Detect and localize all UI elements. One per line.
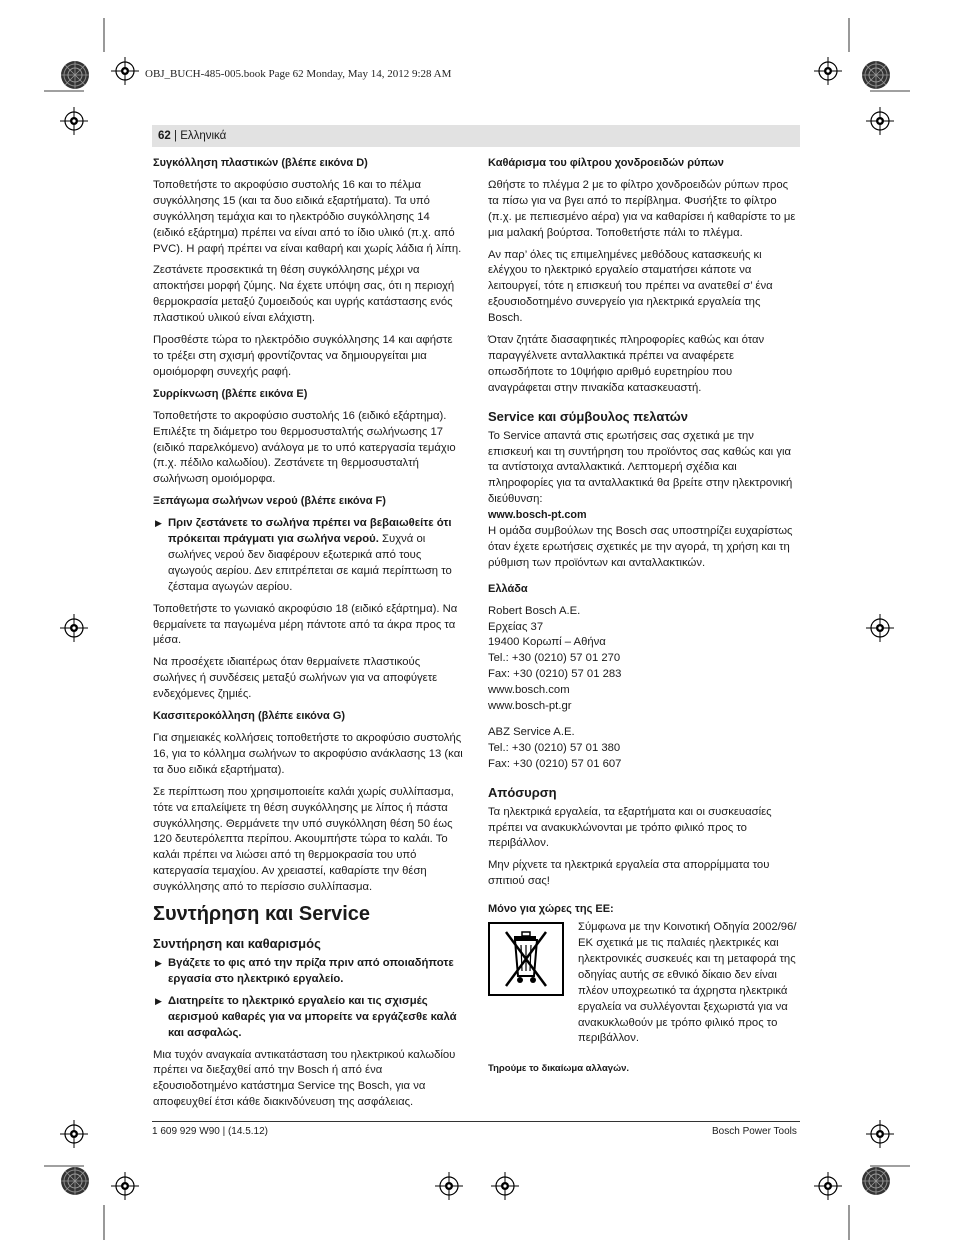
page-header-bar — [152, 125, 800, 147]
warning-bullet — [153, 516, 463, 596]
section-heading-disposal: Απόσυρση — [488, 784, 557, 800]
address-line: 19400 Κορωπί – Αθήνα — [488, 636, 606, 649]
triangle-bullet-icon: ▶ — [155, 518, 162, 529]
section-heading-welding: Συγκόλληση πλαστικών (βλέπε εικόνα D) — [153, 157, 368, 169]
paragraph — [488, 429, 798, 509]
left-column — [153, 156, 463, 1117]
paragraph: Να προσέχετε ιδιαιτέρως όταν θερμαίνετε πλαστικούς σωλήνες ή συνδέσεις μεταξύ σωλήνων για να αποφύγετε ενδεχόμενες ζημιές. — [153, 656, 438, 701]
address-block-bosch — [488, 604, 798, 715]
section-heading-thawing: Ξεπάγωμα σωλήνων νερού (βλέπε εικόνα F) — [153, 495, 386, 508]
address-line: www.bosch-pt.gr — [488, 700, 572, 713]
address-line: Tel.: +30 (0210) 57 01 270 — [488, 652, 621, 665]
country-heading: Ελλάδα — [488, 582, 528, 595]
paragraph: Προσθέστε τώρα το ηλεκτρόδιο συγκόλλησης 14 και αφήστε το τρέξει στη σχισμή φροντίζοντας να δημιουργείται μια ομοιόμορφη συνεχής ραφή. — [153, 334, 453, 378]
paragraph: Τοποθετήστε το ακροφύσιο συστολής 16 και το πέλμα συγκόλλησης 15 (και τα δυο ειδικά εξαρτήματα). Τα υπό συγκόλληση τεμάχια και το ηλεκτρόδιο συγκόλλησης 14 (ειδικό εξάρτημα) πρέπει να είναι από το ίδιο υλικό (π.χ. από PVC). Η ραφή πρέπει να είναι καθαρή και χωρίς λάδια ή λίπη. — [153, 178, 462, 255]
address-line: www.bosch.com — [488, 684, 570, 697]
chapter-heading-maintenance: Συντήρηση και Service — [153, 903, 371, 926]
crossed-out-wheelie-bin-icon — [488, 922, 564, 996]
warning-text: Συχνά οι σωλήνες νερού δεν διαφέρουν εξωτερικά από τους αγωγούς αερίου. Δεν επιτρέπεται σε καμιά περίπτωση το ζέσταμα αγωγών αερίου. — [168, 533, 452, 593]
address-line: Tel.: +30 (0210) 57 01 380 — [488, 741, 621, 754]
page-language: Ελληνικά — [180, 130, 227, 142]
service-url: www.bosch-pt.com — [488, 509, 587, 522]
right-column — [488, 156, 798, 1083]
page-header: 62 | Ελληνικά — [158, 130, 227, 142]
section-heading-cleaning: Συντήρηση και καθαρισμός — [153, 936, 321, 952]
section-heading-soldering: Κασσιτεροκόλληση (βλέπε εικόνα G) — [153, 710, 346, 723]
paragraph: Η ομάδα συμβούλων της Bosch σας υποστηρίζει ευχαρίστως όταν έχετε ερωτήσεις σχετικές με την αγορά, τη χρήση και τη ρύθμιση των προϊόντων και ανταλλακτικών. — [488, 525, 793, 569]
service-text: Το Service απαντά στις ερωτήσεις σας σχετικά με την επισκευή και τη συντήρηση του προϊόντος σας καθώς και για τα αντίστοιχα ανταλλακτικά. Λεπτομερή σχέδια και πληροφορίες για τα ανταλλακτικά θα βρείτε στην ηλεκτρονική διεύθυνση: — [488, 429, 793, 506]
paragraph: Όταν ζητάτε διασαφητικές πληροφορίες καθώς και όταν παραγγέλνετε ανταλλακτικά πρέπει να αναφέρετε οπωσδήποτε το 10ψήφιο αριθμό ευρετηρίου που αναγράφεται στην πινακίδα κατασκευαστή. — [488, 334, 765, 394]
section-heading-service: Service και σύμβουλος πελατών — [488, 408, 688, 424]
paragraph: Αν παρ’ όλες τις επιμελημένες μεθόδους κατασκευής κι ελέγχου το ηλεκτρικό εργαλείο σταματήσει κάποτε να λειτουργεί, τότε η επισκευή του πρέπει να ανατεθεί σ’ ένα εξουσιοδοτημένο συνεργείο για ηλεκτρικά εργαλεία της Bosch. — [488, 248, 773, 325]
paragraph: Ωθήστε το πλέγμα 2 με το φίλτρο χονδροειδών ρύπων προς τα πίσω για να βγει από το περίβλημα. Φυσήξτε το φίλτρο (π.χ. με πεπιεσμένο αέρα) για να καθαρίσει ή καθαρίστε το με μια μαλακή βούρτσα. Τοποθετήστε πάλι το πλέγμα. — [488, 178, 796, 239]
page-number: 62 — [158, 130, 171, 142]
paragraph: Τα ηλεκτρικά εργαλεία, τα εξαρτήματα και οι συσκευασίες πρέπει να ανακυκλώνονται με τρόπο φιλικό προς το περιβάλλον. — [488, 805, 772, 850]
paragraph: Τοποθετήστε το ακροφύσιο συστολής 16 (ειδικό εξάρτημα). Επιλέξτε τη διάμετρο του θερμοσυσταλτής σωλήνωσης 17 (ειδικό παρελκόμενο) ανάλογα με το υπό κατεργασία τεμάχιο (π.χ. πέδιλο καλωδίου). Ζεστάνετε τη θερμοσυσταλτή σωλήνωση ομοιόμορφα. — [153, 409, 456, 486]
address-line: Ερχείας 37 — [488, 620, 544, 633]
file-info-line: OBJ_BUCH-485-005.book Page 62 Monday, May 14, 2012 9:28 AM — [145, 68, 452, 80]
footer-brand: Bosch Power Tools — [712, 1126, 797, 1137]
address-line: Robert Bosch A.E. — [488, 604, 581, 617]
paragraph: Ζεστάνετε προσεκτικά τη θέση συγκόλλησης μέχρι να αποκτήσει μορφή ζύμης. Να έχετε υπόψη σας, ότι η περιοχή θερμοκρασία μεταξύ ζυμοειδούς και υγρής κατάστασης ενός πλαστικού υλικού είναι ελάχιστη. — [153, 264, 455, 325]
address-line: Fax: +30 (0210) 57 01 283 — [488, 668, 622, 681]
warning-bold-text: Βγάζετε το φις από την πρίζα πριν από οποιαδήποτε εργασία στο ηλεκτρικό εργαλείο. — [168, 956, 454, 985]
triangle-bullet-icon: ▶ — [155, 995, 162, 1006]
warning-bullet — [153, 956, 463, 988]
paragraph: Μια τυχόν αναγκαία αντικατάσταση του ηλεκτρικού καλωδίου πρέπει να διεξαχθεί από την Bosch ή από ένα εξουσιοδοτημένο κατάστημα Service της Bosch, για να αποφευχθεί έτσι κάθε διακινδύνευση της ασφάλειας. — [153, 1048, 456, 1109]
address-line: Fax: +30 (0210) 57 01 607 — [488, 757, 622, 770]
warning-bullet — [153, 994, 463, 1042]
paragraph: Τοποθετήστε το γωνιακό ακροφύσιο 18 (ειδικό εξάρτημα). Να θερμαίνετε τα παγωμένα μέρη πάντοτε από τα άκρα προς τα μέσα. — [153, 602, 458, 647]
paragraph: Σε περίπτωση που χρησιμοποιείτε καλάι χωρίς συλλίπασμα, τότε να επαλείψετε τη θέση συγκόλλησης με λίπος ή πάστα συγκόλλησης. Θερμάνετε την υπό συγκόλληση θέση 50 έως 120 δευτερόλεπτα περίπου. Ακουμπήστε τώρα το καλάι. Το καλάι πρέπει να λιώσει από τη θερμοκρασία του υπό κατεργασία τεμαχίου. Αν χρειαστεί, καθαρίστε την θέση συγκόλλησης από το περίσσιο συλλίπασμα. — [153, 785, 454, 894]
paragraph: Μην ρίχνετε τα ηλεκτρικά εργαλεία στα απορρίμματα του σπιτιού σας! — [488, 859, 770, 888]
paragraph: Για σημειακές κολλήσεις τοποθετήστε το ακροφύσιο συστολής 16, για το κόλλημα σωλήνων το ακροφύσιο ανάκλασης 13 (και τα δυο ειδικά εξαρτήματα). — [153, 732, 463, 776]
reserve-note: Τηρούμε το δικαίωμα αλλαγών. — [488, 1063, 630, 1075]
address-line: ABZ Service A.E. — [488, 726, 575, 738]
warning-bold-text: Πριν ζεστάνετε το σωλήνα πρέπει να βεβαιωθείτε ότι πρόκειται πράγματι για σωλήνα νερού. — [168, 517, 452, 546]
section-heading-filter: Καθάρισμα του φίλτρου χονδροειδών ρύπων — [488, 157, 724, 169]
weee-text: Σύμφωνα με την Κοινοτική Οδηγία 2002/96/ΕΚ σχετικά με τις παλαιές ηλεκτρικές και ηλεκτρονικές συσκευές και τη μεταφορά της οδηγίας αυτής σε εθνικό δίκαιο δεν είναι πλέον υποχρεωτικό τα άχρηστα ηλεκτρικά εργαλεία να συλλέγονται ξεχωριστά για να ανακυκλωθούν με τρόπο φιλικό προς το περιβάλλον. — [578, 921, 797, 1045]
footer-divider — [152, 1121, 800, 1122]
triangle-bullet-icon: ▶ — [155, 957, 162, 968]
weee-block — [488, 920, 798, 1047]
eu-heading: Μόνο για χώρες της ΕΕ: — [488, 903, 614, 916]
section-heading-shrinking: Συρρίκνωση (βλέπε εικόνα E) — [153, 387, 308, 400]
warning-bold-text: Διατηρείτε το ηλεκτρικό εργαλείο και τις σχισμές αερισμού καθαρές για να μπορείτε να εργάζεσθε καλά και ασφαλώς. — [168, 994, 457, 1039]
address-block-abz — [488, 725, 798, 773]
footer-document-code: 1 609 929 W90 | (14.5.12) — [152, 1126, 269, 1137]
